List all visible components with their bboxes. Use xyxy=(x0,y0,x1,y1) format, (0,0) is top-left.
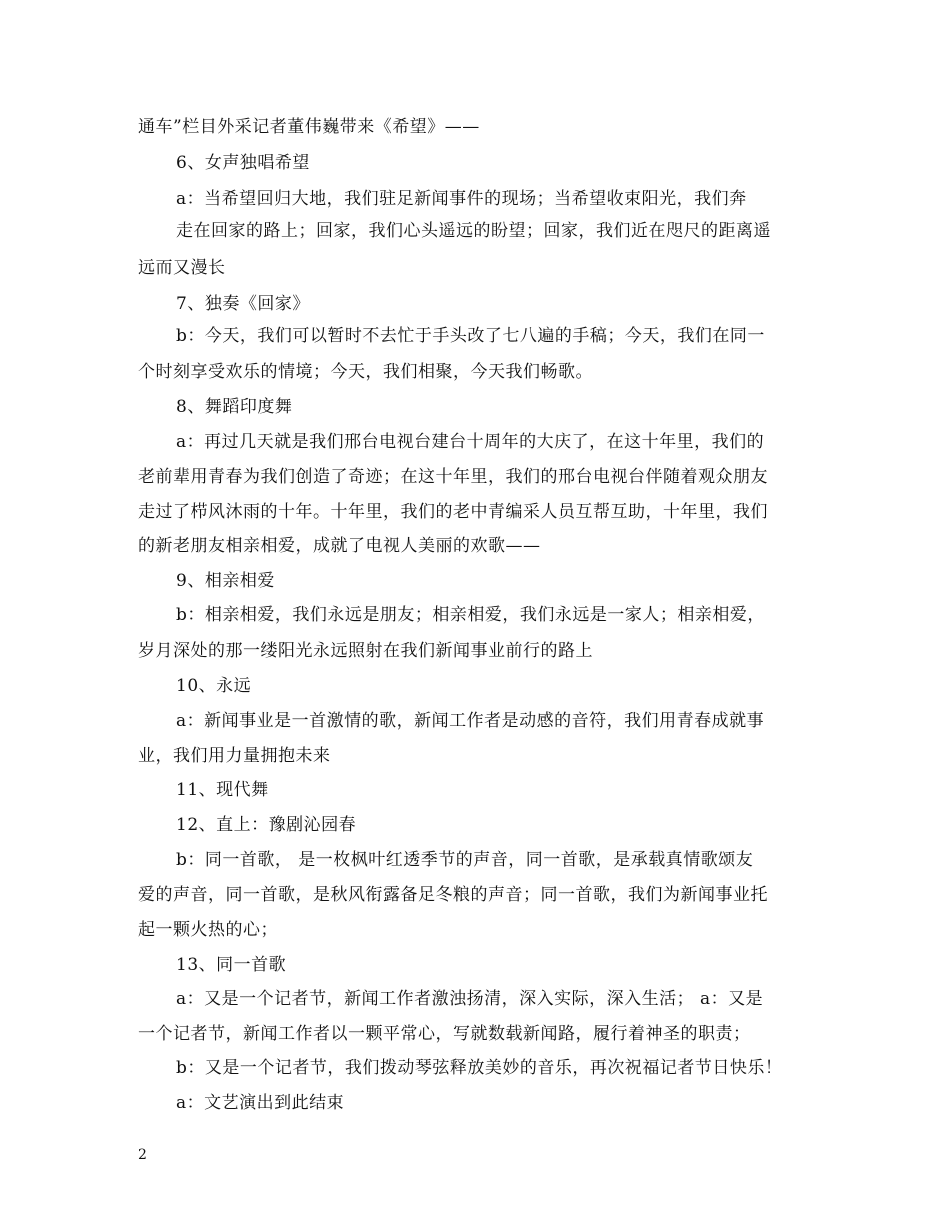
text-line: 走在回家的路上；回家，我们心头遥远的盼望；回家，我们近在咫尺的距离遥 xyxy=(176,221,771,241)
text-line: 的新老朋友相亲相爱，成就了电视人美丽的欢歌—— xyxy=(138,536,541,556)
text-line: b：今天，我们可以暂时不去忙于手头改了七八遍的手稿；今天，我们在同一 xyxy=(176,326,765,346)
text-line: 13、同一首歌 xyxy=(176,955,287,975)
text-line: 通车”栏目外采记者董伟巍带来《希望》—— xyxy=(138,117,480,137)
text-line: 12、直上：豫剧沁园春 xyxy=(176,815,357,835)
text-line: 6、女声独唱希望 xyxy=(176,153,310,173)
text-line: 爱的声音，同一首歌，是秋风衔露备足冬粮的声音；同一首歌，我们为新闻事业托 xyxy=(138,885,768,905)
text-line: 业，我们用力量拥抱未来 xyxy=(138,746,331,766)
text-line: a：又是一个记者节，新闻工作者激浊扬清，深入实际，深入生活； a：又是 xyxy=(176,989,764,1009)
text-line: 8、舞蹈印度舞 xyxy=(176,397,293,417)
text-line: 老前辈用青春为我们创造了奇迹；在这十年里，我们的邢台电视台伴随着观众朋友 xyxy=(138,467,768,487)
text-line: b：又是一个记者节，我们拨动琴弦释放美妙的音乐，再次祝福记者节日快乐！ xyxy=(176,1058,783,1078)
text-line: 个时刻享受欢乐的情境；今天，我们相聚，今天我们畅歌。 xyxy=(138,362,593,382)
text-line: 7、独奏《回家》 xyxy=(176,294,310,314)
text-line: 远而又漫长 xyxy=(138,258,226,278)
text-line: b：同一首歌， 是一枚枫叶红透季节的声音，同一首歌，是承载真情歌颂友 xyxy=(176,850,754,870)
text-line: 一个记者节，新闻工作者以一颗平常心，写就数载新闻路，履行着神圣的职责； xyxy=(138,1024,751,1044)
text-line: 起一颗火热的心； xyxy=(138,920,278,940)
text-line: a：新闻事业是一首激情的歌，新闻工作者是动感的音符，我们用青春成就事 xyxy=(176,711,765,731)
text-line: a：再过几天就是我们邢台电视台建台十周年的大庆了，在这十年里，我们的 xyxy=(176,432,765,452)
text-line: a：文艺演出到此结束 xyxy=(176,1093,345,1113)
text-line: 11、现代舞 xyxy=(176,780,269,800)
text-line: 走过了栉风沐雨的十年。十年里，我们的老中青编采人员互帮互助，十年里，我们 xyxy=(138,502,768,522)
text-line: 岁月深处的那一缕阳光永远照射在我们新闻事业前行的路上 xyxy=(138,641,593,661)
text-line: b：相亲相爱，我们永远是朋友；相亲相爱，我们永远是一家人；相亲相爱， xyxy=(176,605,765,625)
text-line: a：当希望回归大地，我们驻足新闻事件的现场；当希望收束阳光，我们奔 xyxy=(176,189,747,209)
text-line: 10、永远 xyxy=(176,676,252,696)
text-line: 9、相亲相爱 xyxy=(176,571,275,591)
page-number: 2 xyxy=(138,1147,147,1163)
